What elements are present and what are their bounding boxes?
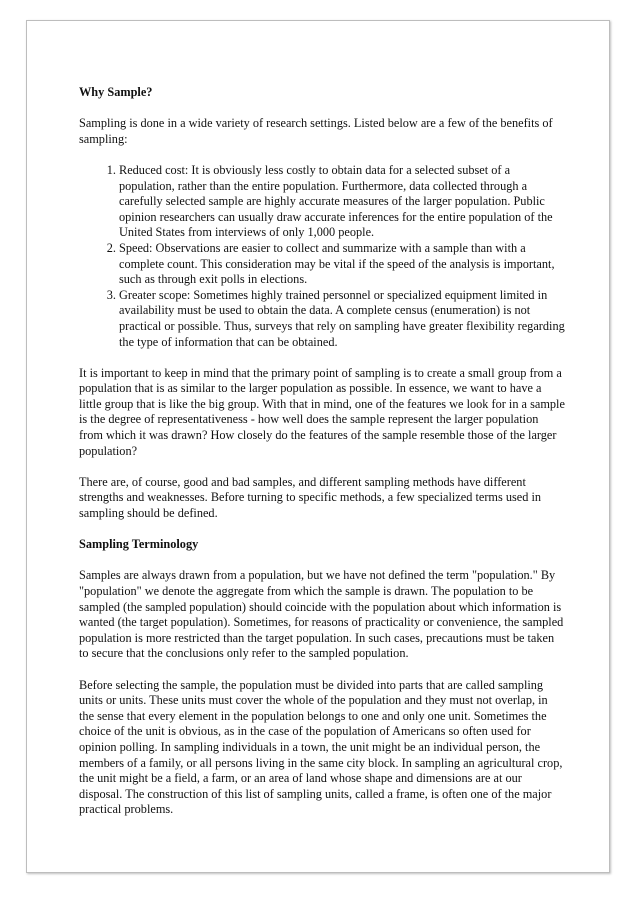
sampling-units-paragraph: Before selecting the sample, the population must be divided into parts that are called sampling units or units. These units must cover the whole of the population and they must not overlap, in the sense that every element in the population belongs to one and only one unit. Sometimes the choice of the unit is obvious, as in the case of the population of Americans so often used for opinion polling. In sampling individuals in a town, the unit might be an individual person, the members of a family, or all persons living in the same city block. In sampling an agricultural crop, the unit might be a field, a farm, or an area of land whose shape and dimensions are at our disposal. The construction of this list of sampling units, called a frame, is often one of the major practical problems. bbox=[79, 677, 563, 817]
section-heading-why-sample: Why Sample? bbox=[79, 85, 153, 99]
population-paragraph: Samples are always drawn from a population, but we have not defined the term "population." By "population" we denote the aggregate from which the sample is drawn. The population to be sampled (the sampled population) should coincide with the population about which information is wanted (the target population). Sometimes, for reasons of practicality or convenience, the sampled population is more restricted than the target population. In such cases, precautions must be taken to secure that the conclusions only refer to the sampled population. bbox=[79, 568, 564, 661]
section-heading-sampling-terminology: Sampling Terminology bbox=[79, 537, 199, 552]
document-page bbox=[26, 20, 610, 873]
benefits-list bbox=[79, 163, 565, 350]
intro-paragraph: Sampling is done in a wide variety of research settings. Listed below are a few of the benefits of sampling: bbox=[79, 116, 553, 146]
methods-paragraph: There are, of course, good and bad samples, and different sampling methods have different strengths and weaknesses. Before turning to specific methods, a few specialized terms used in sampling should be defined. bbox=[79, 474, 542, 521]
list-item: 1. Reduced cost: It is obviously less costly to obtain data for a selected subset of a population, rather than the entire population. Furthermore, data collected through a carefully selected sample are highly accurate measures of the larger population. Public opinion researchers can usually draw accurate inferences for the entire population of the United States from interviews of only 1,000 people. bbox=[119, 163, 565, 241]
list-item: 3. Greater scope: Sometimes highly trained personnel or specialized equipment limited in availability must be used to obtain the data. A complete census (enumeration) is not practical or possible. Thus, surveys that rely on sampling have greater flexibility regarding the type of information that can be obtained. bbox=[119, 288, 565, 350]
representativeness-paragraph: It is important to keep in mind that the primary point of sampling is to create a small group from a population that is as similar to the larger population as possible. In essence, we want to have a little group that is like the big group. With that in mind, one of the features we look for in a sample is the degree of representativeness - how well does the sample represent the larger population from which it was drawn? How closely do the features of the sample resemble those of the larger population? bbox=[79, 365, 565, 458]
page-content bbox=[79, 85, 565, 834]
list-item: 2. Speed: Observations are easier to collect and summarize with a sample than with a complete count. This consideration may be vital if the speed of the analysis is important, such as through exit polls in elections. bbox=[119, 241, 565, 288]
